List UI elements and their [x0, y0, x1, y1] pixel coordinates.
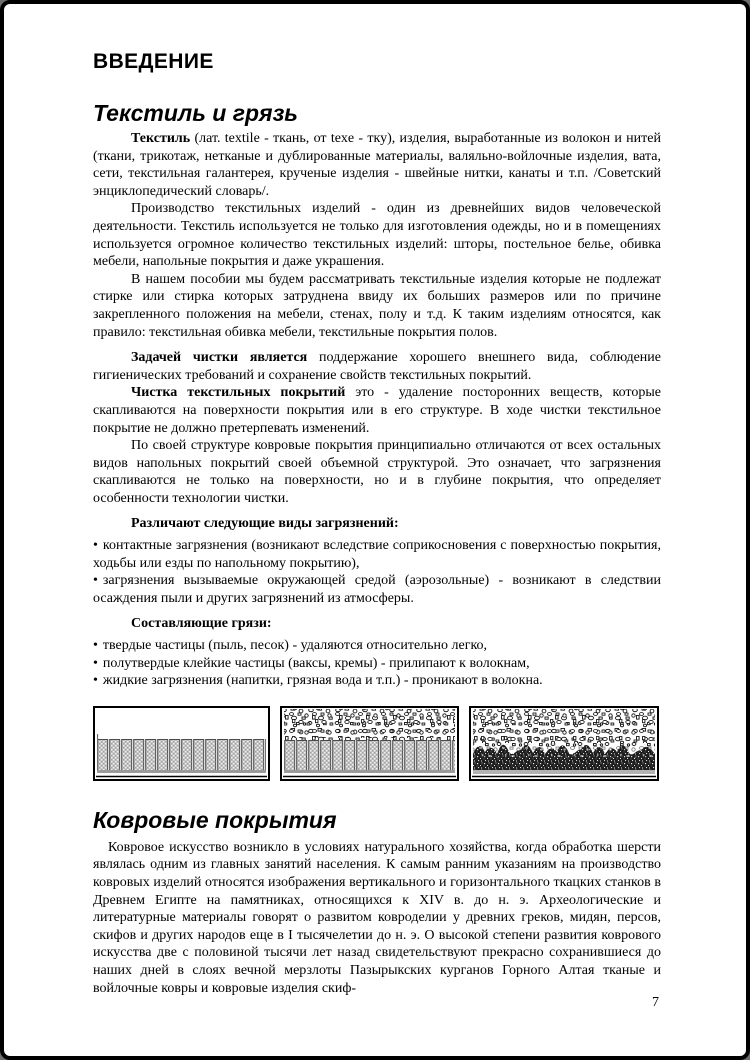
bullet-icon: •	[93, 573, 98, 589]
bullet-icon: •	[93, 638, 98, 654]
paragraph-textile-production: Производство текстильных изделий - один из древнейших видов человеческой деятельности. Текстиль используется не только для изготовления одежды, но и в помещениях используется огромное количество текстильных изделий: шторы, постельное белье, обивка мебели, напольные покрытия и даже украшения.	[93, 201, 661, 270]
paragraph-scope: В нашем пособии мы будем рассматривать текстильные изделия которые не подлежат стирке или стирка которых затруднена ввиду их больших размеров или по причине закрепленного положения на мебели, стенах, полу и т.д. К таким изделиям относятся, как правило: текстильная обивка мебели, текстильные покрытия полов.	[93, 271, 661, 340]
list-item-semisolid-particles: • полутвердые клейкие частицы (ваксы, кремы) - прилипают к волокнам,	[93, 655, 530, 671]
bullet-icon: •	[93, 673, 98, 689]
subheading-soiling-types: Различают следующие виды загрязнений:	[131, 516, 399, 532]
list-item-aerosol-soiling: • загрязнения вызываемые окружающей средой (аэрозольные) - возникают в следствии осаждения пыли и других загрязнений из атмосферы.	[93, 573, 661, 606]
paragraph-carpet-history: Ковровое искусство возникло в условиях натурального хозяйства, когда обработка шерсти являлась одним из главных занятий населения. К самым ранним указаниям на производство ковровых изделий относятся изображения вертикального и горизонтального ткацких станков в Древнем Египте на памятниках, относящихся к XIV в. до н. э. Археологические и литературные материалы говорят о развитом ковроделии у древних греков, мидян, персов, скифов и других народов еще в I тысячелетии до н. э. О высокой степени развития коврового искусства две с половиной тысячи лет назад свидетельствуют прекрасно сохранившиеся до наших дней в слоях вечной мерзлоты Пазырыкских курганов Горного Алтая тканые и войлочные ковры и ковровые изделия скиф-	[93, 839, 661, 996]
section-heading-textile-and-dirt: Текстиль и грязь	[93, 100, 298, 126]
clean-carpet-pile-diagram	[93, 706, 270, 781]
lead-phrase: Задачей чистки является	[131, 350, 308, 366]
list-item-solid-particles: • твердые частицы (пыль, песок) - удаляются относительно легко,	[93, 638, 488, 654]
subheading-dirt-components: Составляющие грязи:	[131, 616, 272, 632]
bullet-icon: •	[93, 538, 98, 554]
section-heading-carpet-coverings: Ковровые покрытия	[93, 806, 337, 833]
page-content	[93, 50, 661, 997]
paragraph-cleaning-definition: Чистка текстильных покрытий это - удаление посторонних веществ, которые скапливаются на поверхности покрытия или в его структуре. В ходе чистки текстильное покрытие не должно претерпевать изменений.	[93, 385, 661, 436]
soiled-carpet-pile-diagram	[469, 706, 659, 781]
list-item-liquid-soiling: • жидкие загрязнения (напитки, грязная вода и т.п.) - проникают в волокна.	[93, 673, 543, 689]
lead-phrase: Чистка текстильных покрытий	[131, 385, 346, 401]
paragraph-textile-definition: Текстиль (лат. textile - ткань, от texe - тку), изделия, выработанные из волокон и нитей (ткани, трикотаж, нетканые и дублированные материалы, валяльно-войлочные изделия, вата, сети, текстильная галантерея, крученые изделия - швейные нитки, канаты и т.п. /Советский энциклопедический словарь/.	[93, 131, 661, 199]
lead-word: Текстиль	[131, 131, 191, 146]
figure-row	[93, 706, 661, 781]
list-item-contact-soiling: • контактные загрязнения (возникают вследствие соприкосновения с поверхностью покрытия, ходьбы или езды по напольному покрытию),	[93, 538, 661, 571]
bullet-icon: •	[93, 655, 98, 671]
paragraph-cleaning-task: Задачей чистки является поддержание хорошего внешнего вида, соблюдение гигиенических требований и сохранение свойств текстильных покрытий.	[93, 350, 661, 383]
carpet-with-falling-particles-diagram	[280, 706, 459, 781]
paragraph-carpet-structure: По своей структуре ковровые покрытия принципиально отличаются от всех остальных видов напольных покрытий своей объемной структурой. Это означает, что загрязнения скапливаются не только на поверхности, но и в глубине покрытия, что определяет особенности технологии чистки.	[93, 438, 661, 506]
page-number: 7	[652, 995, 659, 1010]
page-title: ВВЕДЕНИЕ	[93, 50, 214, 73]
